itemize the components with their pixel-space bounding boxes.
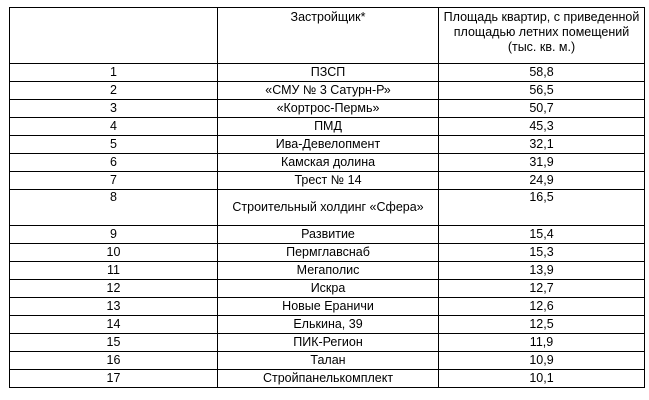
table-row [10,226,645,244]
table-row [10,136,645,154]
row-number-cell: 14 [10,316,218,334]
table-row [10,244,645,262]
row-number-cell: 12 [10,280,218,298]
developers-table [9,7,645,388]
developer-name-cell: Камская долина [218,154,439,172]
area-value-cell: 45,3 [439,118,645,136]
area-value-cell: 50,7 [439,100,645,118]
row-number-cell: 16 [10,352,218,370]
area-value-cell: 24,9 [439,172,645,190]
header-developer: Застройщик* [218,8,439,64]
row-number-cell: 1 [10,64,218,82]
table-row [10,334,645,352]
area-value-cell: 15,3 [439,244,645,262]
developer-name-cell: Мегаполис [218,262,439,280]
developer-name-cell: Трест № 14 [218,172,439,190]
area-value-cell: 10,9 [439,352,645,370]
table-body [10,64,645,388]
developer-name-cell: «СМУ № 3 Сатурн-Р» [218,82,439,100]
developer-name-cell: Ива-Девелопмент [218,136,439,154]
row-number-cell: 10 [10,244,218,262]
row-number-cell: 7 [10,172,218,190]
table-header-row [10,8,645,64]
area-value-cell: 32,1 [439,136,645,154]
developer-name-cell: Развитие [218,226,439,244]
row-number-cell: 5 [10,136,218,154]
area-value-cell: 13,9 [439,262,645,280]
developer-name-cell: Елькина, 39 [218,316,439,334]
row-number-cell: 9 [10,226,218,244]
developer-name-cell: ПМД [218,118,439,136]
row-number-cell: 11 [10,262,218,280]
table-row [10,118,645,136]
table-row [10,298,645,316]
row-number-cell: 3 [10,100,218,118]
developer-name-cell: ПИК-Регион [218,334,439,352]
table-row [10,100,645,118]
table-row [10,280,645,298]
area-value-cell: 12,6 [439,298,645,316]
row-number-cell: 4 [10,118,218,136]
area-value-cell: 15,4 [439,226,645,244]
table-row [10,154,645,172]
area-value-cell: 12,5 [439,316,645,334]
table-row [10,262,645,280]
area-value-cell: 58,8 [439,64,645,82]
row-number-cell: 2 [10,82,218,100]
table-row [10,82,645,100]
developer-name-cell: Талан [218,352,439,370]
area-value-cell: 11,9 [439,334,645,352]
area-value-cell: 10,1 [439,370,645,388]
row-number-cell: 13 [10,298,218,316]
developer-name-cell: «Кортрос-Пермь» [218,100,439,118]
area-value-cell: 56,5 [439,82,645,100]
developer-name-cell: ПЗСП [218,64,439,82]
table-row [10,352,645,370]
header-number [10,8,218,64]
header-area: Площадь квартир, с приведенной площадью летних помещений (тыс. кв. м.) [439,8,645,64]
row-number-cell: 15 [10,334,218,352]
area-value-cell: 16,5 [439,190,645,226]
area-value-cell: 31,9 [439,154,645,172]
table-row [10,190,645,226]
table-row [10,370,645,388]
table-row [10,316,645,334]
row-number-cell: 8 [10,190,218,226]
developer-name-cell: Пермглавснаб [218,244,439,262]
table-row [10,64,645,82]
developer-name-cell: Стройпанелькомплект [218,370,439,388]
developer-name-cell: Новые Ераничи [218,298,439,316]
developer-name-cell: Искра [218,280,439,298]
table-row [10,172,645,190]
row-number-cell: 17 [10,370,218,388]
developer-name-cell: Строительный холдинг «Сфера» [218,190,439,226]
row-number-cell: 6 [10,154,218,172]
area-value-cell: 12,7 [439,280,645,298]
